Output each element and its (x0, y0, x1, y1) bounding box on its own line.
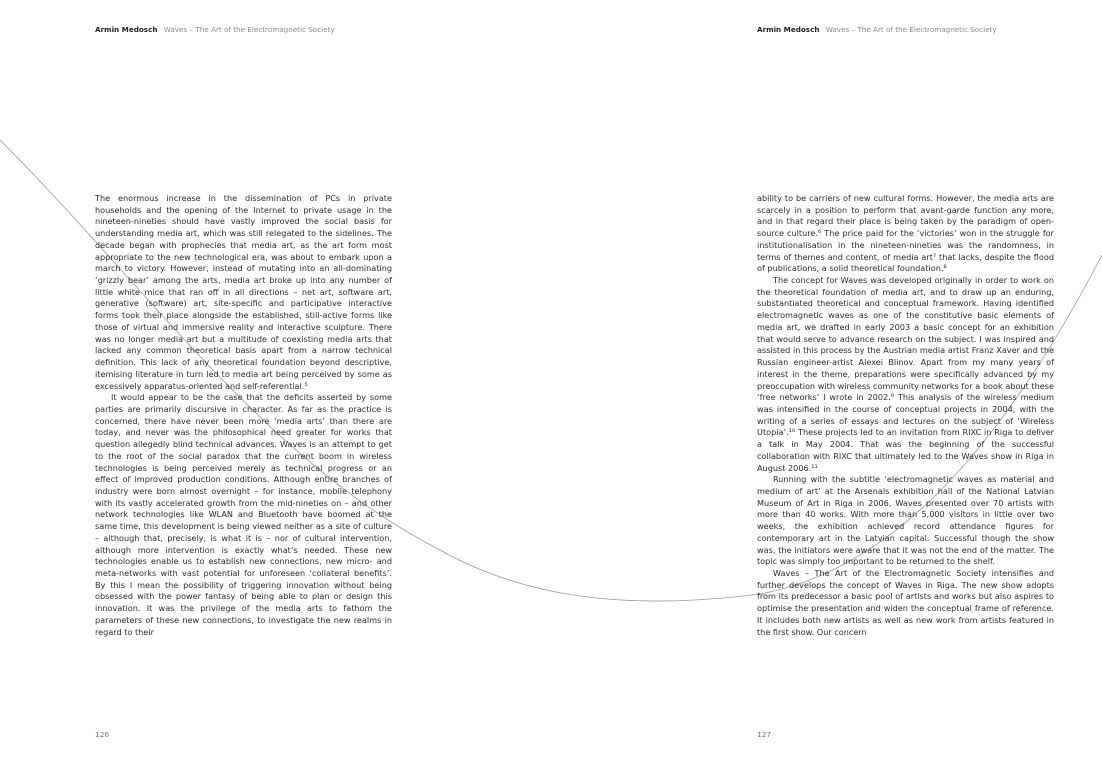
running-head-author: Armin Medosch (757, 25, 820, 34)
left-running-head (95, 25, 335, 35)
paragraph: It would appear to be the case that the deficits asserted by some parties are primarily discursive in character. As far as the practice is concerned, there have never been more ‘media arts’ than there are today, and never was the philosophical need greater for works that question allegedly blind technical advances. Waves is an attempt to get to the root of the social paradox that the current boom in wireless technologies is being perceived merely as technical progress or an effect of improved production conditions. Although entire branches of industry were born almost overnight – for instance, mobile telephony with its vastly accelerated growth from the mid-nineties on – and other network technologies like WLAN and Bluetooth have boomed at the same time, this development is being viewed neither as a site of culture – although that, precisely, is what it is – nor of cultural intervention, although more intervention is exactly what’s needed. These new technologies enable us to establish new connections, new micro- and meta-networks with vast potential for unforeseen ‘collateral benefits’. By this I mean the possibility of triggering innovation without being obsessed with the power fantasy of being able to plan or design this innovation. It was the privilege of the media arts to fathom the parameters of these new connections, to investigate the new realms in regard to their (95, 392, 392, 637)
right-running-head (757, 25, 997, 35)
running-head-title: Waves – The Art of the Electromagnetic Society (825, 25, 997, 34)
paragraph: ability to be carriers of new cultural forms. However, the media arts are scarcely in a position to perform that avant-garde function any more, and in that regard their place is being taken by the paradigm of open-source culture.⁶ The price paid for the ‘victories’ won in the struggle for institutionalisation in the nineteen-nineties was the randomness, in terms of themes and content, of media art⁷ that lacks, despite the flood of publications, a solid theoretical foundation.⁸ (757, 193, 1054, 274)
paragraph: Running with the subtitle ‘electromagnetic waves as material and medium of art’ at the Arsenals exhibition hall of the National Latvian Museum of Art in Riga in 2006, Waves presented over 70 artists with more than 40 works. With more than 5,000 visitors in little over two weeks, the exhibition achieved record attendance figures for contemporary art in the Latvian capital. Successful though the show was, the initiators were aware that it was not the end of the matter. The topic was simply too important to be returned to the shelf. (757, 474, 1054, 567)
running-head-author: Armin Medosch (95, 25, 158, 34)
page-number-right: 127 (757, 730, 772, 739)
right-body-text (757, 193, 1054, 638)
paragraph: The enormous increase in the dissemination of PCs in private households and the opening of the Internet to private usage in the nineteen-nineties should have vastly improved the social basis for understanding media art, which was still relegated to the sidelines. The decade began with prophecies that media art, as the art form most appropriate to the new technological era, was about to embark upon a march to victory. However, instead of mutating into an all-dominating ‘grizzly bear’ among the arts, media art broke up into any number of little white mice that ran off in all directions – net art, software art, generative (software) art, site-specific and participative interactive forms took their place alongside the established, still-active forms like those of virtual and immersive reality and interactive sculpture. There was no longer media art but a multitude of coexisting media arts that lacked any common theoretical basis apart from a narrow technical definition. This lack of any theoretical foundation beyond descriptive, itemising literature in turn led to media art being perceived by some as excessively apparatus-oriented and self-referential.⁵ (95, 193, 392, 391)
page-number-left: 126 (95, 730, 110, 739)
left-body-text (95, 193, 392, 638)
running-head-title: Waves – The Art of the Electromagnetic Society (163, 25, 335, 34)
paragraph: Waves – The Art of the Electromagnetic Society intensifies and further develops the concept of Waves in Riga. The new show adopts from its predecessor a basic pool of artists and works but also aspires to optimise the presentation and widen the conceptual frame of reference. It includes both new artists as well as new work from artists featured in the first show. Our concern (757, 568, 1054, 637)
paragraph: The concept for Waves was developed originally in order to work on the theoretical foundation of media art, and to draw up an enduring, substantiated theoretical and conceptual framework. Having identified electromagnetic waves as one of the constitutive basic elements of media art, we drafted in early 2003 a basic concept for an exhibition that would serve to advance research on the subject. I was inspired and assisted in this process by the Austrian media artist Franz Xaver and the Russian engineer-artist Alexei Blinov. Apart from my many years of interest in the theme, preparations were specifically advanced by my preoccupation with wireless community networks for a book about these ‘free networks’ I wrote in 2002.⁹ This analysis of the wireless medium was intensified in the course of conceptual projects in 2004, with the writing of a series of essays and lectures on the subject of ‘Wireless Utopia’.¹⁰ These projects led to an invitation from RIXC in Riga to deliver a talk in May 2004. That was the beginning of the successful collaboration with RIXC that ultimately led to the Waves show in Riga in August 2006.¹¹ (757, 275, 1054, 473)
